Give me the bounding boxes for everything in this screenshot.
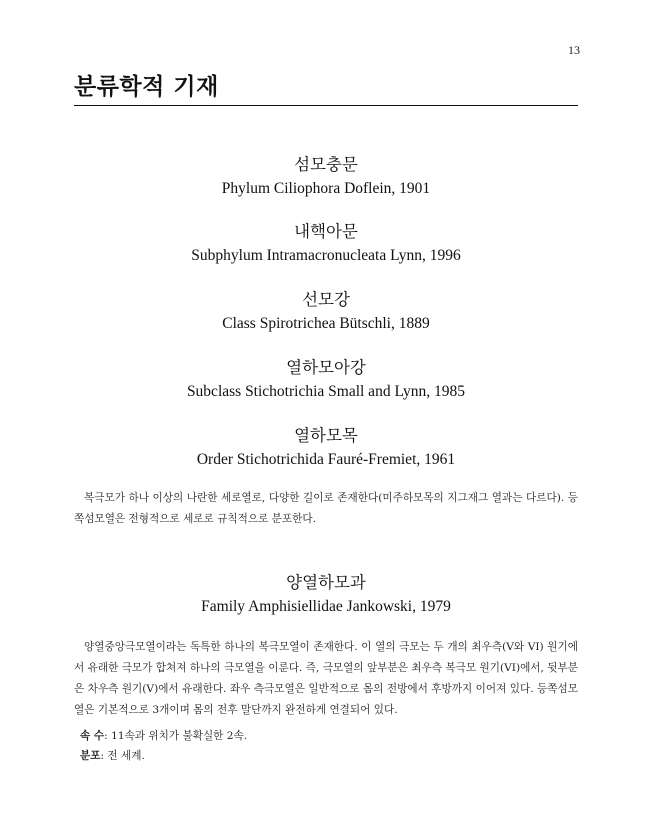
taxon-scientific-name: Subphylum Intramacronucleata Lynn, 1996 — [191, 247, 461, 264]
taxon-family — [74, 573, 578, 617]
taxon-korean-name: 내핵아문 — [294, 222, 358, 241]
section-title: 분류학적 기재 — [74, 73, 578, 106]
taxon-scientific-name: Subclass Stichotrichia Small and Lynn, 1985 — [186, 383, 466, 400]
distribution-value: : 전 세계. — [100, 750, 145, 762]
taxon-class — [74, 290, 578, 334]
taxon-scientific-name: Phylum Ciliophora Doflein, 1901 — [221, 180, 431, 197]
taxon-scientific-name: Class Spirotrichea Bütschli, 1889 — [222, 315, 430, 332]
taxon-korean-name: 양열하모과 — [286, 573, 366, 592]
taxon-scientific-name: Family Amphisiellidae Jankowski, 1979 — [201, 598, 451, 615]
order-description: 복극모가 하나 이상의 나란한 세로열로, 다양한 길이로 존재한다(미주하모목의 지그재그 열과는 다르다). 등쪽섬모열은 전형적으로 세로로 규칙적으로 분포한다. — [74, 492, 578, 525]
taxon-order — [74, 426, 578, 470]
family-description: 양열중앙극모열이라는 독특한 하나의 복극모열이 존재한다. 이 열의 극모는 두 개의 최우측(V와 VI) 원기에서 유래한 극모가 합쳐져 하나의 극모열을 이룬다. 즉, 극모열의 앞부분은 최우측 복극모 원기(VI)에서, 뒷부분은 차우측 원기(V)에서 유래한다. 좌우 측극모열은 일반적으로 몸의 전방에서 후방까지 이어져 있다. 등쪽섬모열은 기본적으로 3개이며 몸의 전후 말단까지 완전하게 연결되어 있다. — [74, 641, 578, 716]
distribution — [80, 746, 145, 766]
taxon-scientific-name: Order Stichotrichida Fauré-Fremiet, 1961 — [196, 451, 456, 468]
genus-count — [80, 726, 247, 746]
taxon-korean-name: 섬모충문 — [294, 155, 358, 174]
taxon-subphylum — [74, 222, 578, 266]
taxon-korean-name: 열하모아강 — [286, 358, 366, 377]
taxon-korean-name: 열하모목 — [294, 426, 358, 445]
distribution-label: 분포 — [80, 750, 101, 762]
taxon-phylum — [74, 155, 578, 199]
genus-count-label: 속 수 — [80, 730, 105, 742]
taxon-subclass — [74, 358, 578, 402]
page-number: 13 — [568, 43, 580, 57]
taxon-korean-name: 선모강 — [302, 290, 350, 309]
genus-count-value: : 11속과 위치가 불확실한 2속. — [104, 730, 248, 742]
